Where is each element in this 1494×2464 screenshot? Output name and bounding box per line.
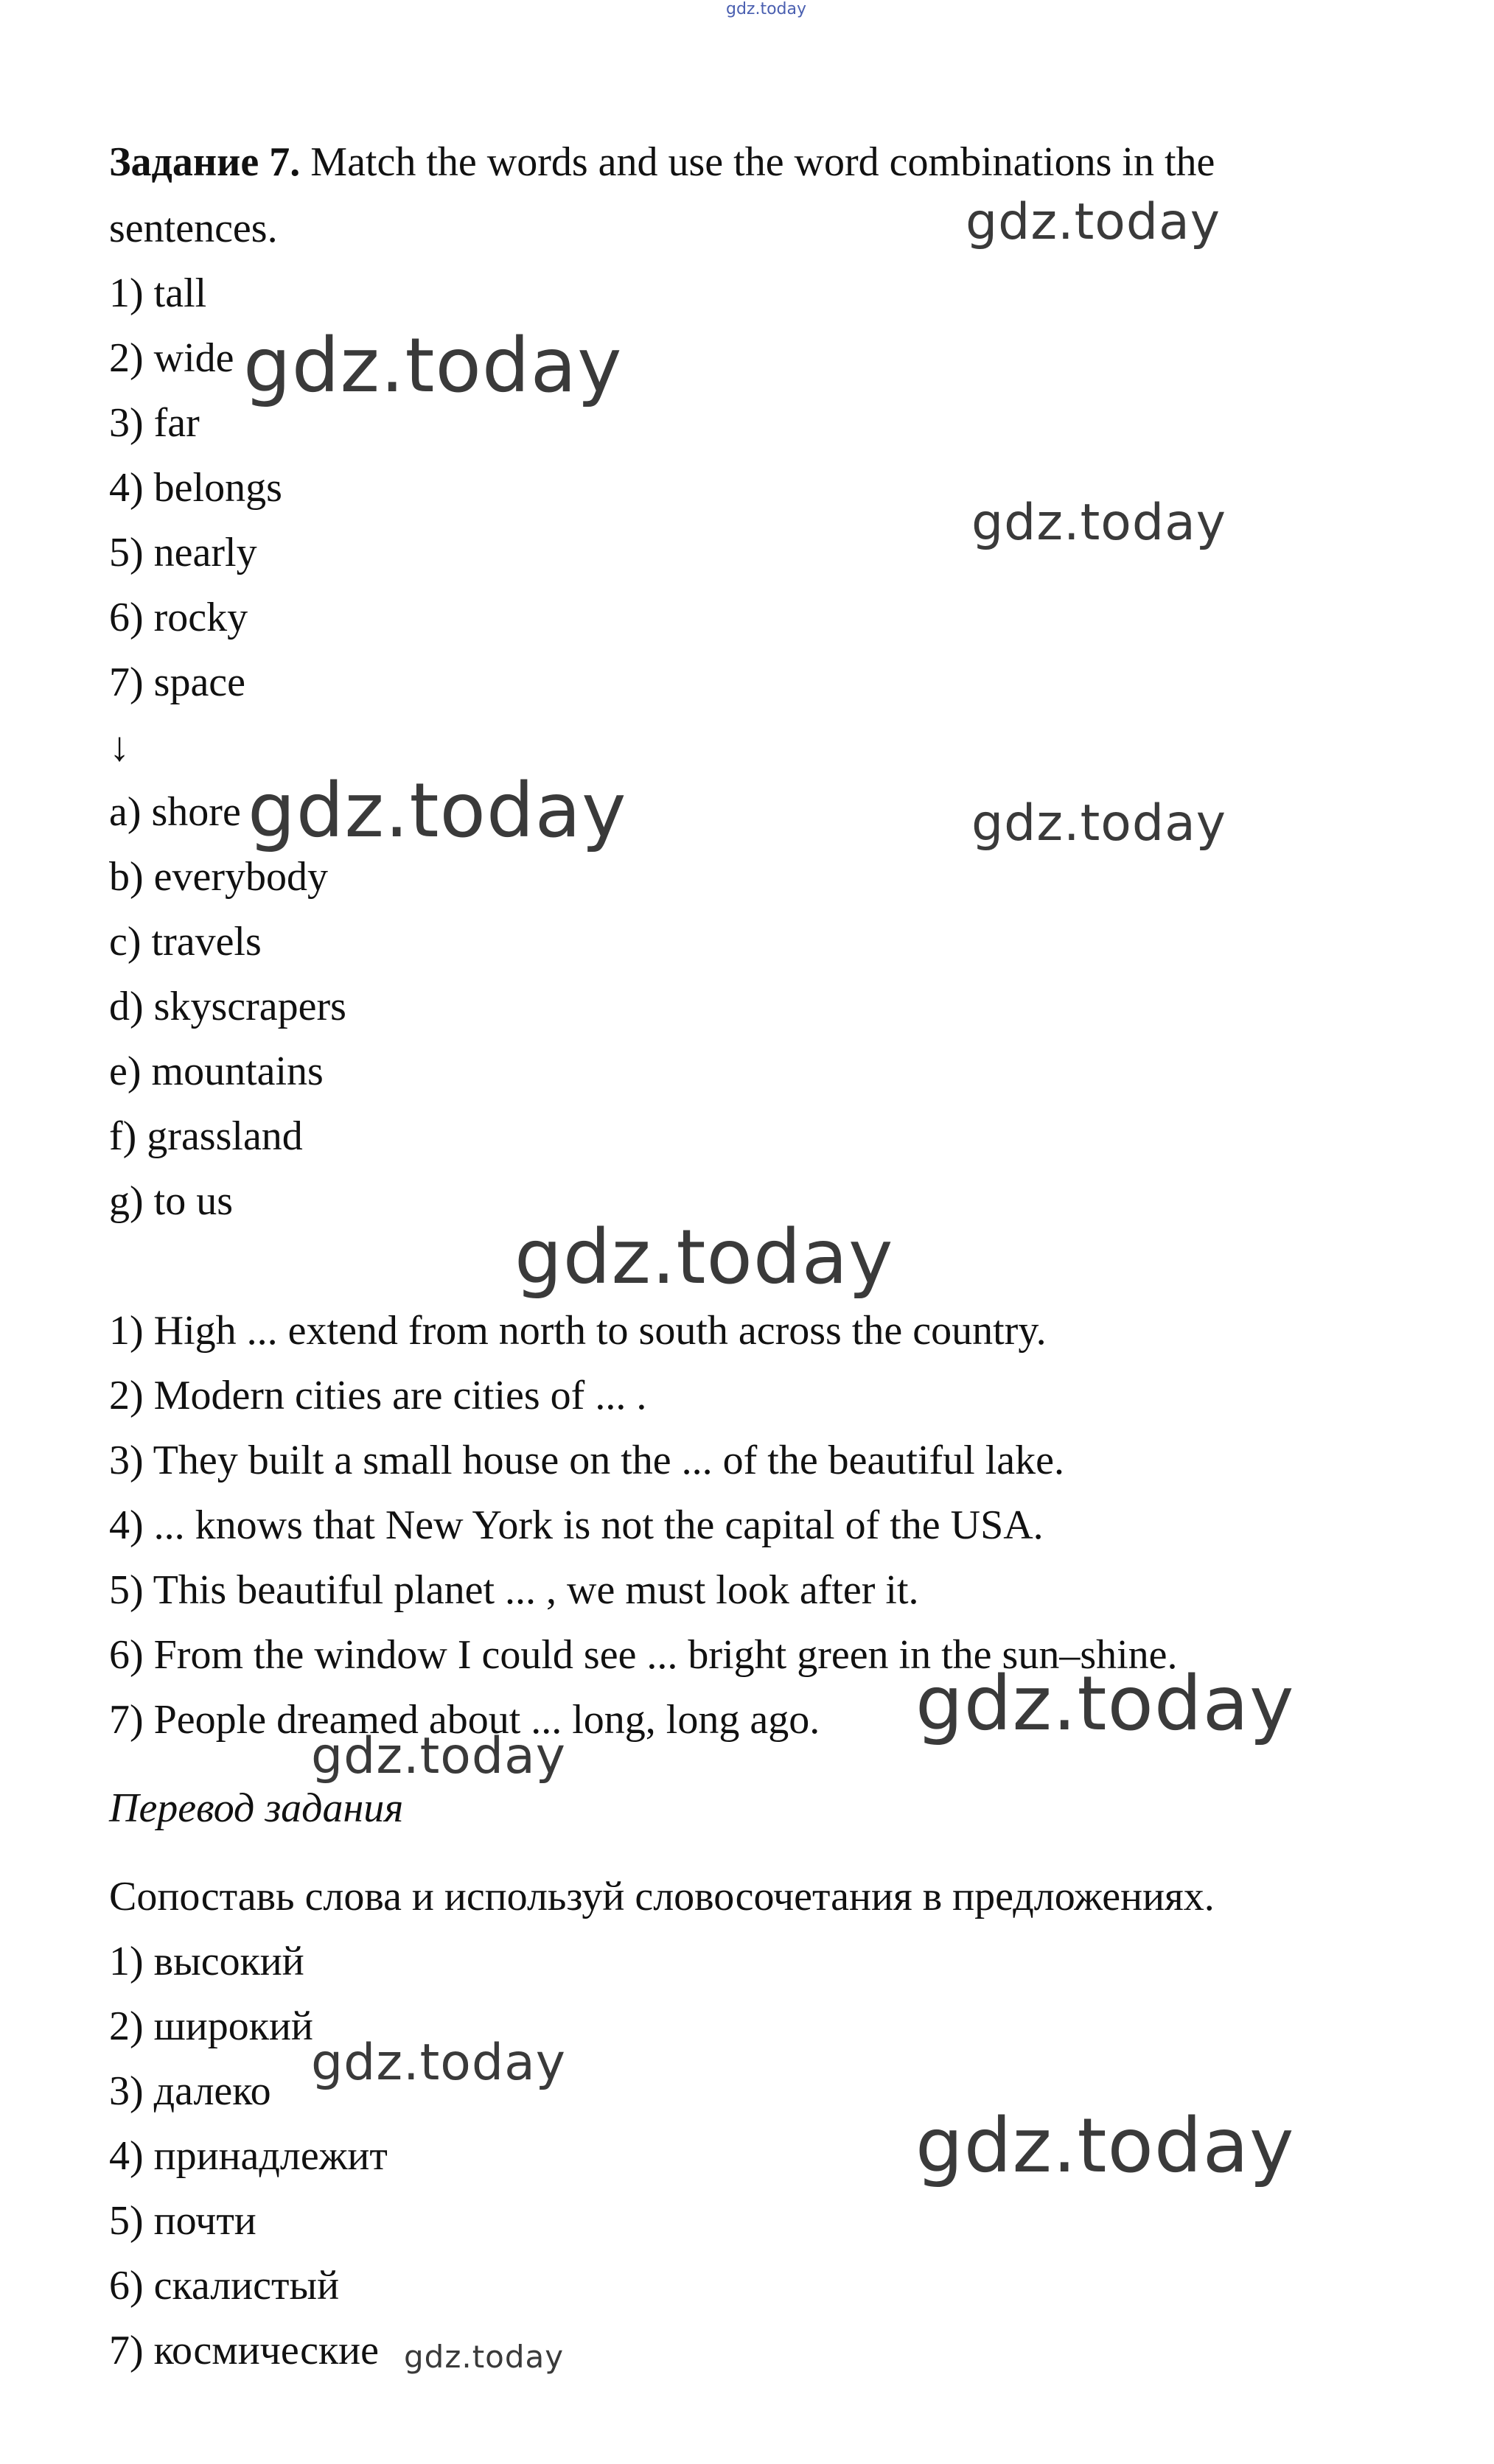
- list-item: e) mountains: [109, 1049, 324, 1094]
- list-item: b) everybody: [109, 854, 329, 900]
- list-item: d) skyscrapers: [109, 984, 346, 1029]
- watermark: gdz.today: [971, 794, 1226, 853]
- task-instruction-cont: sentences.: [109, 206, 278, 251]
- sentence-item: 3) They built a small house on the ... of the beautiful lake.: [109, 1438, 1064, 1483]
- watermark: gdz.today: [248, 767, 627, 855]
- sentence-item: 6) From the window I could see ... bright green in the sun–shine.: [109, 1632, 1178, 1678]
- list-item: 5) почти: [109, 2198, 256, 2244]
- list-item: 1) высокий: [109, 1939, 304, 1984]
- list-item: 1) tall: [109, 270, 207, 316]
- task-instruction: Match the words and use the word combinations in the: [310, 139, 1215, 185]
- sentence-item: 7) People dreamed about ... long, long ago.: [109, 1697, 820, 1743]
- watermark: gdz.today: [514, 1214, 894, 1301]
- list-item: 6) rocky: [109, 595, 248, 640]
- list-item: g) to us: [109, 1178, 233, 1224]
- watermark: gdz.today: [971, 494, 1226, 552]
- list-item: c) travels: [109, 919, 262, 965]
- list-item: 3) far: [109, 400, 200, 446]
- list-item: 5) nearly: [109, 530, 257, 575]
- list-item: 3) далеко: [109, 2068, 271, 2114]
- list-item: f) grassland: [109, 1113, 303, 1159]
- list-item: 2) wide: [109, 335, 234, 381]
- down-arrow-icon: ↓: [109, 724, 130, 770]
- sentence-item: 1) High ... extend from north to south across the country.: [109, 1308, 1047, 1354]
- sentence-item: 4) ... knows that New York is not the capital of the USA.: [109, 1502, 1044, 1548]
- sentence-item: 5) This beautiful planet ... , we must look after it.: [109, 1567, 919, 1613]
- watermark: gdz.today: [915, 1660, 1295, 1748]
- watermark: gdz.today: [243, 322, 623, 410]
- list-item: 7) space: [109, 659, 246, 705]
- watermark: gdz.today: [311, 1727, 566, 1785]
- task-heading: [109, 141, 1215, 183]
- watermark: gdz.today: [311, 2034, 566, 2092]
- watermark: gdz.today: [404, 2339, 565, 2375]
- task-label: Задание 7.: [109, 139, 301, 185]
- watermark: gdz.today: [915, 2102, 1295, 2190]
- watermark: gdz.today: [966, 193, 1221, 251]
- header-watermark: gdz.today: [726, 0, 807, 18]
- list-item: 7) космические: [109, 2328, 379, 2373]
- list-item: 2) широкий: [109, 2003, 313, 2049]
- list-item: 4) принадлежит: [109, 2133, 388, 2179]
- list-item: 6) скалистый: [109, 2263, 340, 2309]
- translation-instruction: Сопоставь слова и используй словосочетания в предложениях.: [109, 1874, 1215, 1919]
- list-item: a) shore: [109, 789, 241, 835]
- list-item: 4) belongs: [109, 465, 282, 511]
- translation-heading: Перевод задания: [109, 1785, 404, 1831]
- sentence-item: 2) Modern cities are cities of ... .: [109, 1373, 647, 1418]
